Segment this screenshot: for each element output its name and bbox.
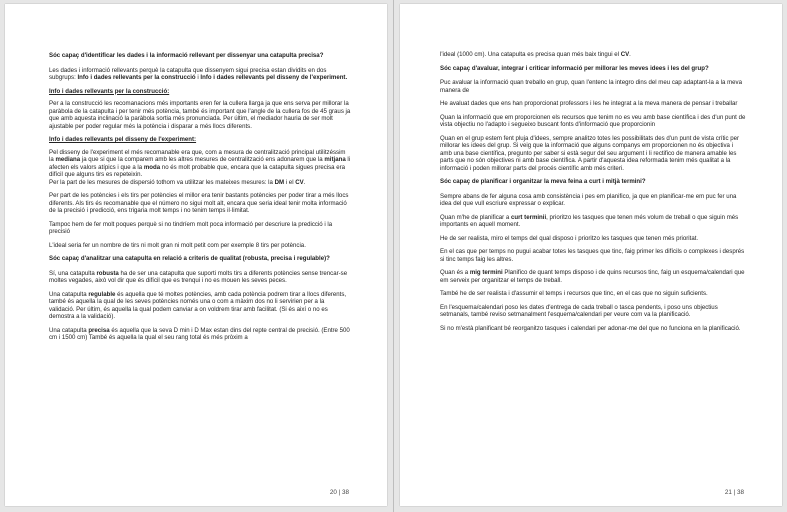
paragraph: He avaluat dades que ens han proporcionat professors i les he integrat a la meva manera de pensar i treballar	[440, 100, 738, 107]
section-heading: Sóc capaç d'identificar les dades i la informació rellevant per dissenyar una catapulta precisa?	[49, 52, 324, 59]
paragraph: Pel disseny de l'experiment el més recomanable era que, com a mesura de centralització principal utilitzéssim la mediana ja que si que la comparem amb les altres mesures de centralització ens adonarem que la mitjana li afecten els valors atípics i que a la moda no és molt probable que, encara que la catapulta sigues precisa era difícil que alguns tirs es repeteixin. Per la part de les mesures de dispersió tothom va utilitzar les mateixes mesures: la DM i el CV.	[49, 148, 351, 186]
paragraph: Quan la informació que em proporcionen els recursos que tenim no es veu amb base científica i des d'un punt de vista objectiu no l'adapto i segueixo buscant fonts d'informació que proporcionin	[440, 113, 746, 128]
paragraph: He de ser realista, miro el temps del qual disposo i prioritzo les tasques que tenen més prioritat.	[440, 234, 699, 242]
page-content	[440, 51, 746, 338]
paragraph: L'ideal seria fer un nombre de tirs ni molt gran ni molt petit com per exemple 8 tirs per potència.	[49, 241, 306, 249]
paragraph: Tampoc hem de fer molt poques perquè si no tindríem molt poca informació per descriure la predicció i la precisió	[49, 220, 333, 235]
section-heading: Sóc capaç d'analitzar una catapulta en relació a criteris de qualitat (robusta, precisa i regulable)?	[49, 255, 330, 262]
paragraph: Sí, una catapulta robusta ha de ser una catapulta que suporti molts tirs a diferents potències sense trencar-se moltes vegades, això vol dir que és difícil que es trenqui i no es mouen les seves peces.	[49, 269, 348, 284]
paragraph: Quan és a mig termini Planifico de quant temps disposo i de quins recursos tinc, faig un esquema/calendari que em serveix per organitzar el temps de treball.	[440, 269, 745, 284]
page-content	[49, 52, 351, 348]
paragraph: Per a la construcció les recomanacions més importants eren fer la cullera llarga ja que ens serva per millorar la paràbola de la catapulta i per tenir més potència, també és important que l'angle de la cullera fos de 45 graus ja que amb aquesta inclinació la paràbola sortia més pronunciada. Per últim, el mediador hauria de ser molt ajustable per poder regular més la potència i disparar a més llocs diferents.	[49, 100, 351, 130]
paragraph: En el cas que per temps no pugui acabar totes les tasques que tinc, faig primer les difícils o complexes i després si tinc temps faig les altres.	[440, 248, 745, 263]
document-page-right	[400, 4, 782, 506]
document-page-left	[5, 4, 387, 506]
paragraph: Quan en el grup estem fent pluja d'idees, sempre analitzo totes les possibilitats des d'un punt de vista crític per millorar les idees del grup. Si veig que la informació que alguns companys em proporcionen no és objectiva i amb una base científica, pregunto per saber si està segur del seu argument i li rectifico de manera amable les parts que no són objectives ni amb base científica. A partir d'aquesta idea reformada tenim més qualitat a la informació i poden millorar parts del procés científic amb més criteri.	[440, 134, 740, 172]
section-heading: Sóc capaç d'avaluar, integrar i criticar informació per millorar les meves idees i les del grup?	[440, 64, 709, 72]
page-number: 20 | 38	[329, 489, 349, 496]
page-number: 21 | 38	[724, 489, 744, 496]
paragraph: Una catapulta regulable és aquella que té moltes potències, amb cada potència podrem tirar a llocs diferents, també és aquella la qual de les seves potències només una o com a màxim dos no li servirien per a la validació. Per últim, és aquella la qual podem canviar a on voldrem tirar amb facilitat. (Si és així o no es demostra a la validació).	[49, 290, 347, 320]
paragraph: Quan m'he de planificar a curt terminii, prioritzo les tasques que tenen més volum de treball o que siguin més importants en aquell moment.	[440, 213, 739, 228]
paragraph: Per part de les potències i els tirs per potències el millor era tenir bastants potències per poder tirar a més llocs diferents. Als tirs és recomanable que el número no sigui molt alt, encara que seria ideal tenir molta informació de la precisió i predicció, ens trigaria molt temps i no tenim temps il·limitat.	[49, 192, 349, 214]
paragraph: Una catapulta precisa és aquella que la seva D min i D Max estan dins del repte central de precisió. (Entre 500 cm i 1500 cm) També és aquella la qual el seu rang total és més pròxim a	[49, 326, 350, 341]
paragraph: Puc avaluar la informació quan treballo en grup, quan l'entenc la integro dins del meu cap adaptant-la a la meva manera de	[440, 79, 742, 94]
subsection-heading: Info i dades rellevants per la construcció:	[49, 87, 170, 95]
paragraph: En l'esquema/calendari poso les dates d'entrega de cada treball o tasca pendents, i poso uns objectius setmanals, també reviso setmanalment l'esquema/calendari per veure com va la planificació.	[440, 303, 718, 318]
paragraph: També he de ser realista i d'assumir el temps i recursos que tinc, en el cas que no siguin suficients.	[440, 290, 708, 297]
section-heading: Sóc capaç de planificar i organitzar la meva feina a curt i mitjà termini?	[440, 178, 646, 185]
subsection-heading: Info i dades rellevants pel disseny de l'experiment:	[49, 136, 197, 143]
paragraph: l'ideal (1000 cm). Una catapulta es precisa quan més baix tingui el CV.	[440, 51, 631, 58]
paragraph: Si no m'està planificant bé reorganitzo tasques i calendari per adonar-me del que no funciona en la planificació.	[440, 324, 741, 332]
paragraph: Les dades i informació rellevants perquè la catapulta que dissenyem sigui precisa estan dividits en dos subgrups: Info i dades rellevants per la construcció i Info i dades rellevants pel disseny de l'experiment.	[49, 66, 348, 81]
paragraph: Sempre abans de fer alguna cosa amb consistència i pes em planifico, ja que en planificar-me em puc fer una idea del que vull escriure expressar o explicar.	[440, 192, 737, 207]
page-gutter	[393, 0, 394, 512]
